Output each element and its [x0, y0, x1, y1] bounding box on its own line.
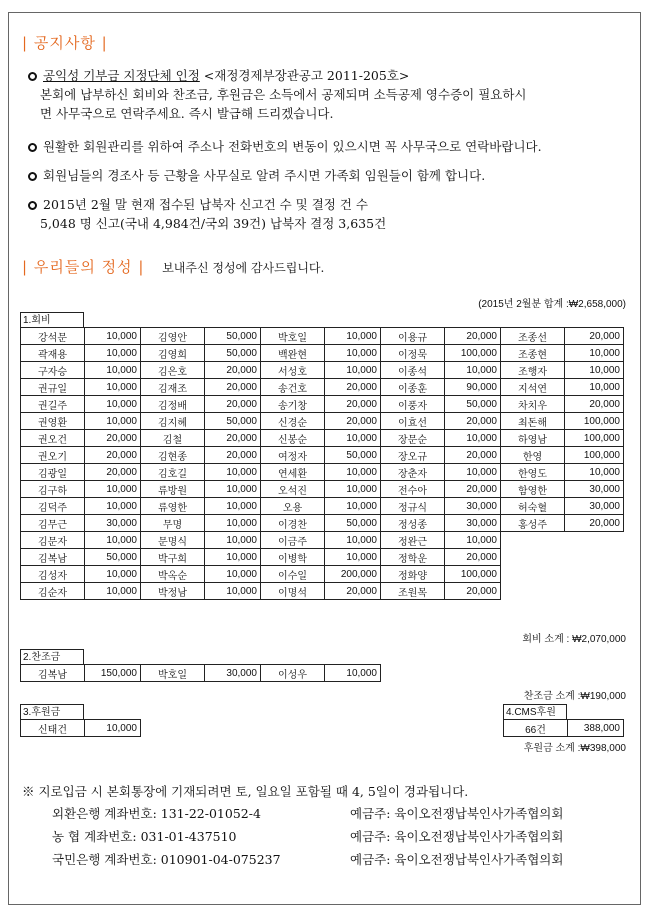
donor-name: 정성종	[381, 515, 445, 532]
monthly-total: (2015년 2월분 합계 :₩2,658,000)	[478, 299, 626, 310]
donor-name: 곽재용	[21, 345, 85, 362]
donation-amount: 20,000	[445, 413, 501, 430]
donor-name: 정완근	[381, 532, 445, 549]
donation-amount: 10,000	[85, 379, 141, 396]
donor-name: 허숙혈	[501, 498, 565, 515]
donation-amount: 10,000	[85, 532, 141, 549]
donor-name: 권오건	[21, 430, 85, 447]
donor-name: 정학운	[381, 549, 445, 566]
donation-amount: 10,000	[445, 430, 501, 447]
donor-name: 최돈해	[501, 413, 565, 430]
table-row	[21, 498, 624, 515]
donor-name: 오석진	[261, 481, 325, 498]
donation-amount: 10,000	[205, 549, 261, 566]
bullet-icon	[28, 72, 37, 81]
donor-name: 이효선	[381, 413, 445, 430]
donation-amount: 50,000	[85, 549, 141, 566]
donor-name: 이종훈	[381, 379, 445, 396]
donation-amount: 50,000	[205, 328, 261, 345]
account-3-number: 국민은행 계좌번호: 010901-04-075237	[52, 852, 281, 867]
donation-amount: 10,000	[85, 362, 141, 379]
donor-name: 이성우	[261, 665, 325, 682]
donation-amount: 100,000	[565, 413, 624, 430]
donation-amount: 10,000	[445, 532, 501, 549]
donation-amount: 20,000	[445, 481, 501, 498]
donation-amount	[565, 549, 624, 566]
donor-name: 김복남	[21, 549, 85, 566]
donation-amount: 90,000	[445, 379, 501, 396]
donation-amount: 30,000	[85, 515, 141, 532]
donation-amount	[565, 532, 624, 549]
donor-name: 이경찬	[261, 515, 325, 532]
donation-amount: 30,000	[445, 515, 501, 532]
table-row	[21, 549, 624, 566]
bullet-icon	[28, 143, 37, 152]
table-row	[21, 720, 141, 737]
donation-amount: 200,000	[325, 566, 381, 583]
donation-amount: 20,000	[325, 396, 381, 413]
donor-name: 이종석	[381, 362, 445, 379]
donation-amount: 20,000	[565, 396, 624, 413]
support-table	[20, 719, 141, 737]
donation-amount: 10,000	[325, 345, 381, 362]
donation-amount: 50,000	[205, 345, 261, 362]
donation-amount: 10,000	[325, 464, 381, 481]
cms-amount: 388,000	[568, 720, 624, 737]
donor-name: 홍성주	[501, 515, 565, 532]
donation-amount: 150,000	[85, 665, 141, 682]
donation-amount: 10,000	[85, 328, 141, 345]
account-3-holder: 예금주: 육이오전쟁납북인사가족협의회	[350, 852, 564, 867]
donor-name: 정화양	[381, 566, 445, 583]
donor-name: 하영남	[501, 430, 565, 447]
donor-name: 김영안	[141, 328, 205, 345]
donor-name: 신경순	[261, 413, 325, 430]
donation-amount: 50,000	[445, 396, 501, 413]
donor-name: 한영도	[501, 464, 565, 481]
donation-amount: 10,000	[445, 464, 501, 481]
donation-amount: 10,000	[325, 532, 381, 549]
donor-name: 지석연	[501, 379, 565, 396]
donation-amount: 10,000	[565, 345, 624, 362]
donation-amount: 20,000	[205, 362, 261, 379]
donation-amount: 20,000	[325, 379, 381, 396]
donor-name	[501, 583, 565, 600]
donor-name: 이명석	[261, 583, 325, 600]
donation-amount: 10,000	[85, 345, 141, 362]
donation-amount	[565, 583, 624, 600]
donation-amount: 10,000	[445, 362, 501, 379]
support-section-label: 3.후원금	[20, 704, 84, 719]
giro-note: ※ 지로입금 시 본회통장에 기재되려면 토, 일요일 포함될 때 4, 5일이 경과됩니다.	[22, 784, 469, 799]
table-row	[21, 413, 624, 430]
donor-name: 박정남	[141, 583, 205, 600]
donor-name: 이수일	[261, 566, 325, 583]
sponsorship-subtotal: 찬조금 소계 :₩190,000	[523, 691, 626, 702]
donation-amount: 20,000	[445, 328, 501, 345]
donor-name: 김철	[141, 430, 205, 447]
donation-amount: 100,000	[445, 345, 501, 362]
donation-amount: 50,000	[325, 447, 381, 464]
table-row	[21, 447, 624, 464]
donor-name: 장춘자	[381, 464, 445, 481]
donor-name: 김복남	[21, 665, 85, 682]
donor-name: 김지혜	[141, 413, 205, 430]
donation-amount: 10,000	[205, 532, 261, 549]
donation-amount: 20,000	[445, 583, 501, 600]
donation-amount: 20,000	[565, 328, 624, 345]
donation-amount: 10,000	[205, 515, 261, 532]
donation-amount: 10,000	[205, 498, 261, 515]
donor-name: 이정묵	[381, 345, 445, 362]
donation-amount: 10,000	[325, 498, 381, 515]
donor-name: 김성자	[21, 566, 85, 583]
donation-amount: 50,000	[325, 515, 381, 532]
notice-item-1-ref: <재정경제부장관공고 2011-205호>	[199, 68, 410, 83]
donation-amount: 10,000	[565, 464, 624, 481]
donor-name: 이금주	[261, 532, 325, 549]
notice-item-2: 원활한 회원관리를 위하여 주소나 전화번호의 변동이 있으시면 꼭 사무국으로 연락바랍니다.	[28, 137, 542, 156]
donor-name: 여정자	[261, 447, 325, 464]
bullet-icon	[28, 201, 37, 210]
members-subtotal: 회비 소계 : ₩2,070,000	[522, 634, 626, 645]
donation-amount: 10,000	[85, 498, 141, 515]
donation-amount: 20,000	[325, 583, 381, 600]
donation-amount: 30,000	[205, 665, 261, 682]
donor-name: 강석문	[21, 328, 85, 345]
donation-amount: 20,000	[445, 549, 501, 566]
donor-name: 김무근	[21, 515, 85, 532]
donor-name: 권규일	[21, 379, 85, 396]
donor-name: 함영한	[501, 481, 565, 498]
donor-name: 장오규	[381, 447, 445, 464]
table-row	[21, 665, 381, 682]
donation-amount: 20,000	[205, 396, 261, 413]
donor-name: 김구하	[21, 481, 85, 498]
table-row	[21, 481, 624, 498]
donation-amount: 10,000	[205, 566, 261, 583]
table-row	[21, 328, 624, 345]
notice-item-1	[28, 66, 527, 123]
donor-name: 권오기	[21, 447, 85, 464]
donation-amount: 10,000	[565, 379, 624, 396]
donor-name: 김덕주	[21, 498, 85, 515]
table-row	[21, 362, 624, 379]
donor-name: 전수아	[381, 481, 445, 498]
table-row	[21, 379, 624, 396]
donor-name: 김정배	[141, 396, 205, 413]
donation-amount: 20,000	[325, 413, 381, 430]
donation-amount: 20,000	[205, 379, 261, 396]
support-subtotal: 후원금 소계 :₩398,000	[523, 743, 626, 754]
donation-amount: 30,000	[565, 481, 624, 498]
donor-name: 구자승	[21, 362, 85, 379]
donor-name: 김현종	[141, 447, 205, 464]
donation-amount: 20,000	[565, 515, 624, 532]
donation-amount: 10,000	[325, 430, 381, 447]
donation-amount: 10,000	[85, 566, 141, 583]
donor-name: 박호일	[141, 665, 205, 682]
donation-amount: 50,000	[205, 413, 261, 430]
donor-name: 류영한	[141, 498, 205, 515]
donation-amount: 10,000	[85, 720, 141, 737]
donation-amount: 10,000	[85, 481, 141, 498]
donor-name: 연세환	[261, 464, 325, 481]
donation-amount: 100,000	[565, 447, 624, 464]
notice-heading: | 공지사항 |	[22, 34, 108, 52]
notice-item-1-line-2: 면 사무국으로 연락주세요. 즉시 발급해 드리겠습니다.	[40, 106, 334, 121]
sponsorship-table	[20, 664, 381, 682]
donation-amount: 20,000	[205, 447, 261, 464]
donor-name: 박옥순	[141, 566, 205, 583]
donor-name	[501, 549, 565, 566]
account-2-holder: 예금주: 육이오전쟁납북인사가족협의회	[350, 829, 564, 844]
cms-count: 66건	[504, 720, 568, 737]
donor-name: 김광일	[21, 464, 85, 481]
table-row	[21, 430, 624, 447]
donor-name: 장문순	[381, 430, 445, 447]
donation-amount: 10,000	[205, 583, 261, 600]
donation-amount: 30,000	[565, 498, 624, 515]
table-row	[21, 515, 624, 532]
notice-item-1-line-1: 본회에 납부하신 회비와 찬조금, 후원금은 소득에서 공제되며 소득공제 영수증이 필요하시	[40, 87, 527, 102]
donor-name: 차치우	[501, 396, 565, 413]
notice-item-1-title: 공익성 기부금 지정단체 인정	[43, 68, 200, 83]
donation-amount: 20,000	[445, 447, 501, 464]
cms-section-label: 4.CMS후원	[503, 704, 567, 719]
donation-amount: 20,000	[205, 430, 261, 447]
notice-item-4-line-2: 5,048 명 신고(국내 4,984건/국외 39건) 납북자 결정 3,635건	[40, 216, 387, 231]
notice-item-3: 회원님들의 경조사 등 근황을 사무실로 알려 주시면 가족회 임원들이 함께 합니다.	[28, 166, 485, 185]
donor-name: 신봉순	[261, 430, 325, 447]
donor-name: 신태건	[21, 720, 85, 737]
account-1-holder: 예금주: 육이오전쟁납북인사가족협의회	[350, 806, 564, 821]
donor-name: 김은호	[141, 362, 205, 379]
table-row	[21, 464, 624, 481]
table-row	[21, 345, 624, 362]
donation-amount: 10,000	[205, 481, 261, 498]
donation-amount: 10,000	[325, 481, 381, 498]
donor-name: 김호길	[141, 464, 205, 481]
donor-name: 송건호	[261, 379, 325, 396]
donor-name: 서성호	[261, 362, 325, 379]
cms-table	[503, 719, 624, 737]
donor-name: 무명	[141, 515, 205, 532]
donor-name: 조종선	[501, 328, 565, 345]
donor-name: 권영환	[21, 413, 85, 430]
donation-amount: 10,000	[325, 328, 381, 345]
donor-name: 정규식	[381, 498, 445, 515]
donor-name	[501, 532, 565, 549]
donation-amount: 10,000	[85, 583, 141, 600]
sponsorship-section-label: 2.찬조금	[20, 649, 84, 664]
donation-amount: 10,000	[85, 396, 141, 413]
donor-name: 조종현	[501, 345, 565, 362]
donor-name: 박호일	[261, 328, 325, 345]
donation-amount: 20,000	[85, 447, 141, 464]
donation-amount: 100,000	[565, 430, 624, 447]
donor-name: 박구희	[141, 549, 205, 566]
table-row	[21, 583, 624, 600]
donation-amount: 20,000	[85, 430, 141, 447]
table-row	[21, 532, 624, 549]
members-table	[20, 327, 624, 600]
donor-name: 김문자	[21, 532, 85, 549]
donor-name: 문명식	[141, 532, 205, 549]
donations-heading: | 우리들의 정성 | 보내주신 정성에 감사드립니다.	[22, 258, 325, 276]
donor-name: 류방원	[141, 481, 205, 498]
donations-subheading: 보내주신 정성에 감사드립니다.	[162, 261, 325, 275]
donor-name: 권길주	[21, 396, 85, 413]
members-section-label: 1.회비	[20, 312, 84, 327]
donation-amount: 100,000	[445, 566, 501, 583]
donor-name: 김영희	[141, 345, 205, 362]
donor-name: 조행자	[501, 362, 565, 379]
donation-amount: 10,000	[205, 464, 261, 481]
donation-amount: 10,000	[85, 413, 141, 430]
donor-name: 백완현	[261, 345, 325, 362]
donation-amount: 10,000	[325, 362, 381, 379]
donor-name: 한영	[501, 447, 565, 464]
donor-name: 조원목	[381, 583, 445, 600]
donor-name: 이병학	[261, 549, 325, 566]
notice-item-4: 2015년 2월 말 현재 접수된 납북자 신고건 수 및 결정 건 수 5,048 명 신고(국내 4,984건/국외 39건) 납북자 결정 3,635건	[28, 195, 386, 233]
donor-name: 이용규	[381, 328, 445, 345]
donor-name: 송기창	[261, 396, 325, 413]
donor-name: 김순자	[21, 583, 85, 600]
account-1-number: 외환은행 계좌번호: 131-22-01052-4	[52, 806, 261, 821]
donor-name: 오용	[261, 498, 325, 515]
donation-amount: 30,000	[445, 498, 501, 515]
bullet-icon	[28, 172, 37, 181]
donation-amount: 10,000	[325, 549, 381, 566]
donation-amount: 10,000	[325, 665, 381, 682]
donor-name: 김재조	[141, 379, 205, 396]
donor-name: 이풍자	[381, 396, 445, 413]
donation-amount	[565, 566, 624, 583]
donation-amount: 20,000	[85, 464, 141, 481]
table-row	[21, 566, 624, 583]
account-2-number: 농 협 계좌번호: 031-01-437510	[52, 829, 237, 844]
donor-name	[501, 566, 565, 583]
table-row	[21, 396, 624, 413]
donation-amount: 10,000	[565, 362, 624, 379]
